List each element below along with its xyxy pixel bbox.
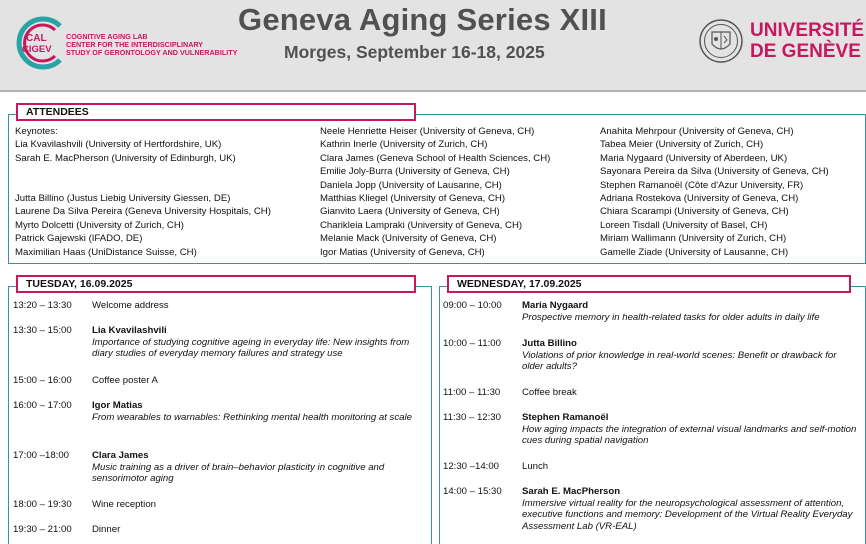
university-line-1: UNIVERSITÉ: [750, 20, 865, 41]
lab-name: COGNITIVE AGING LAB: [66, 32, 148, 41]
attendee: Anahita Mehrpour (University of Geneva, CH): [600, 126, 794, 137]
wednesday-heading: WEDNESDAY, 17.09.2025: [447, 275, 851, 293]
session-time: 16:00 – 17:00: [13, 400, 72, 411]
attendees-column-1: [15, 125, 271, 259]
session-speaker: Maria Nygaard: [522, 300, 589, 311]
attendee: Jutta Billino (Justus Liebig University Giessen, DE): [15, 192, 231, 204]
attendee: Melanie Mack (University of Geneva, CH): [320, 233, 497, 245]
attendee: Adriana Rostekova (University of Geneva, CH): [600, 192, 799, 204]
session-talk-title: Importance of studying cognitive ageing in everyday life: New insights from diary studies of everyday memory failures and strategy use: [92, 336, 410, 359]
logo-cigev-text: CIGEV: [22, 44, 52, 55]
session-time: 17:00 –18:00: [13, 450, 70, 461]
attendee: Miriam Wallimann (University of Zurich, CH): [600, 233, 787, 245]
session-speaker: Igor Matias: [92, 400, 143, 411]
attendee: Kathrin Inerle (University of Zurich, CH): [320, 139, 488, 151]
attendee: Neele Henriette Heiser (University of Geneva, CH): [320, 126, 535, 137]
attendees-heading: ATTENDEES: [16, 103, 416, 121]
session-time: 18:00 – 19:30: [13, 499, 72, 510]
attendee: Daniela Jopp (University of Lausanne, CH): [320, 179, 502, 191]
header-divider: [0, 90, 866, 92]
session-talk-title: Immersive virtual reality for the neuropsychological assessment of attention, executive functions and memory: Development of the Virtual Reality Everyday Assessment Lab (VR-EAL): [522, 497, 853, 532]
session-speaker: Sarah E. MacPherson: [522, 486, 621, 497]
attendee-keynotes-label: Keynotes:: [15, 126, 58, 137]
logo-cal-text: CAL: [26, 33, 47, 44]
center-line-2: STUDY OF GERONTOLOGY AND VULNERABILITY: [66, 48, 238, 58]
attendee: Charikleia Lampraki (University of Geneva, CH): [320, 219, 523, 231]
session-title: Lunch: [522, 461, 549, 472]
attendee: Maximilian Haas (UniDistance Suisse, CH): [15, 246, 197, 258]
session-title: Welcome address: [92, 300, 169, 311]
session-talk-title: How aging impacts the integration of external visual landmarks and self-motion cues during spatial navigation: [522, 423, 857, 446]
attendee: Sayonara Pereira da Silva (University of Geneva, CH): [600, 166, 829, 178]
session-time: 15:00 – 16:00: [13, 375, 72, 386]
university-line-2: DE GENÈVE: [750, 41, 861, 62]
attendee: Maria Nygaard (University of Aberdeen, UK): [600, 152, 788, 164]
attendee: Loreen Tisdall (University of Basel, CH): [600, 219, 768, 231]
attendee: Igor Matias (University of Geneva, CH): [320, 246, 485, 258]
session-speaker: Jutta Billino: [522, 338, 577, 349]
attendee: Gianvito Laera (University of Geneva, CH): [320, 206, 500, 218]
session-talk-title: Prospective memory in health-related tasks for older adults in daily life: [522, 311, 820, 323]
lab-text: [66, 33, 237, 58]
attendee: Chiara Scarampi (University of Geneva, CH): [600, 206, 789, 218]
attendees-column-2: [320, 125, 550, 259]
session-talk-title: Violations of prior knowledge in real-world scenes: Benefit or drawback for older adults?: [522, 349, 837, 372]
attendee: Patrick Gajewski (IFADO, DE): [15, 233, 143, 245]
session-time: 19:30 – 21:00: [13, 524, 72, 535]
session-title: Wine reception: [92, 499, 156, 510]
session-time: 12:30 –14:00: [443, 461, 500, 472]
session-time: 10:00 – 11:00: [443, 338, 501, 349]
attendee: Matthias Kliegel (University of Geneva, CH): [320, 192, 506, 204]
session-time: 13:30 – 15:00: [13, 325, 72, 336]
session-speaker: Clara James: [92, 450, 149, 461]
university-seal-icon: [698, 18, 744, 64]
attendee: Myrto Dolcetti (University of Zurich, CH): [15, 219, 184, 231]
attendee: Stephen Ramanoël (Côte d'Azur University, FR): [600, 179, 804, 191]
session-talk-title: Music training as a driver of brain–behavior plasticity in cognitive and sensorimotor aging: [92, 461, 385, 484]
attendee: Tabea Meier (University of Zurich, CH): [600, 139, 764, 151]
attendee: Clara James (Geneva School of Health Sciences, CH): [320, 152, 551, 164]
session-title: Coffee poster A: [92, 375, 158, 386]
tuesday-heading: TUESDAY, 16.09.2025: [16, 275, 416, 293]
session-time: 14:00 – 15:30: [443, 486, 502, 497]
session-title: Coffee break: [522, 387, 577, 398]
page-subtitle: Morges, September 16-18, 2025: [284, 42, 545, 62]
attendees-column-3: [600, 125, 829, 259]
session-title: Dinner: [92, 524, 121, 535]
attendee: Laurene Da Silva Pereira (Geneva University Hospitals, CH): [15, 206, 271, 218]
session-speaker: Lia Kvavilashvili: [92, 325, 167, 336]
attendee: Emilie Joly-Burra (University of Geneva, CH): [320, 166, 510, 178]
attendee-spacer: [15, 165, 271, 178]
center-line-1: CENTER FOR THE INTERDISCIPLINARY: [66, 40, 204, 50]
session-time: 11:00 – 11:30: [443, 387, 501, 398]
session-time: 13:20 – 13:30: [13, 300, 72, 311]
cal-cigev-logo: [8, 14, 70, 72]
session-time: 11:30 – 12:30: [443, 412, 501, 423]
attendee: Sarah E. MacPherson (University of Edinburgh, UK): [15, 152, 236, 164]
attendee-spacer: [15, 179, 271, 192]
attendee: Gamelle Ziade (University of Lausanne, CH): [600, 246, 789, 258]
session-talk-title: From wearables to warnables: Rethinking mental health monitoring at scale: [92, 411, 412, 423]
session-time: 09:00 – 10:00: [443, 300, 502, 311]
university-name: [750, 20, 864, 62]
session-speaker: Stephen Ramanoël: [522, 412, 609, 423]
page-title: Geneva Aging Series XIII: [238, 2, 607, 37]
attendee: Lia Kvavilashvili (University of Hertfordshire, UK): [15, 139, 222, 151]
